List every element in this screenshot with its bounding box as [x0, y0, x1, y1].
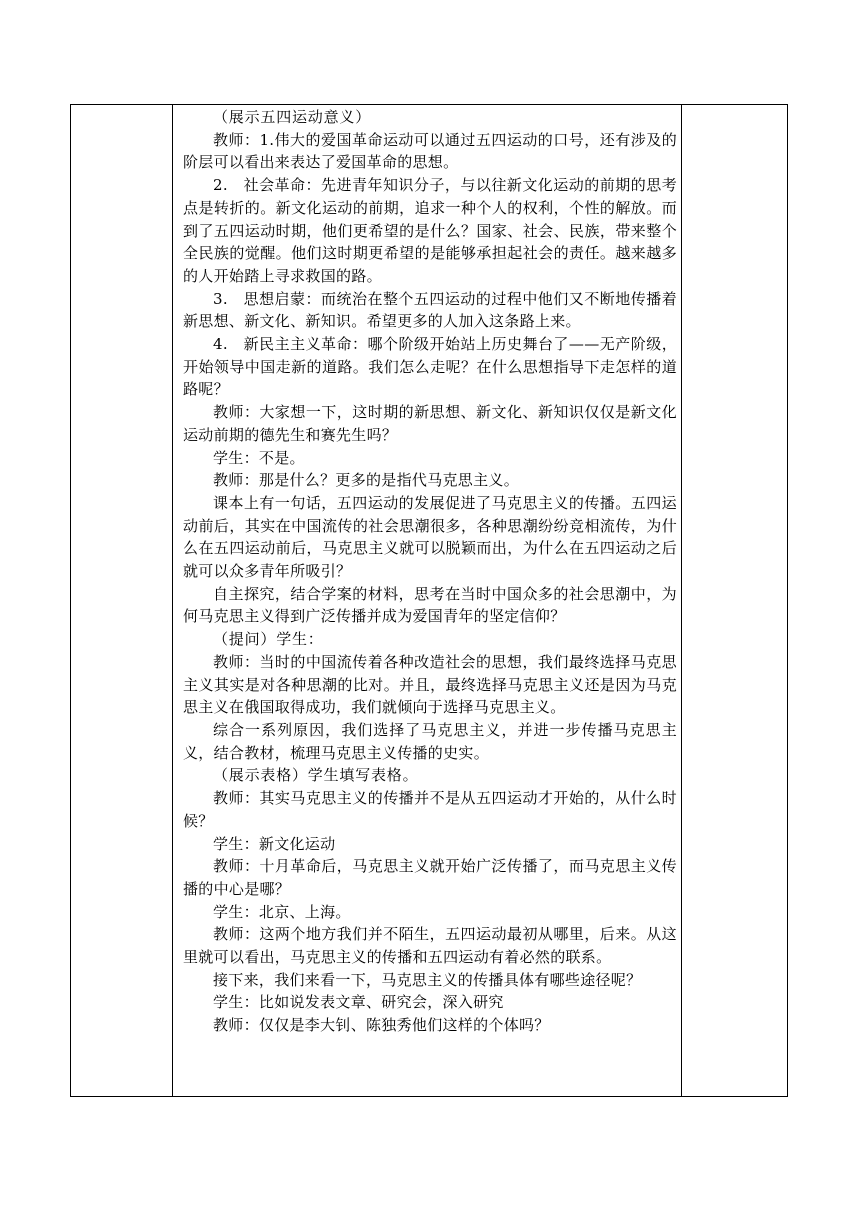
paragraph: （提问）学生：	[213, 630, 324, 649]
paragraph: 自主探究，结合学案的材料，思考在当时中国众多的社会思潮中，为何马克思主义得到广泛传播并成为爱国青年的坚定信仰？	[183, 584, 677, 626]
paragraph: 教师：1.伟大的爱国革命运动可以通过五四运动的口号，还有涉及的阶层可以看出来表达了爱国革命的思想。	[183, 130, 677, 172]
paragraph: 学生：不是。	[213, 448, 305, 467]
paragraph: 学生：北京、上海。	[213, 902, 351, 921]
paragraph: 学生：比如说发表文章、研究会，深入研究	[213, 993, 504, 1012]
paragraph: 3. 思想启蒙：而统治在整个五四运动的过程中他们又不断地传播着新思想、新文化、新知识。希望更多的人加入这条路上来。	[183, 289, 677, 331]
paragraph: 4. 新民主主义革命：哪个阶级开始站上历史舞台了——无产阶级，开始领导中国走新的道路。我们怎么走呢？在什么思想指导下走怎样的道路呢？	[183, 335, 677, 399]
paragraph: 综合一系列原因，我们选择了马克思主义，并进一步传播马克思主义，结合教材，梳理马克思主义传播的史实。	[183, 720, 677, 762]
right-cell	[682, 105, 787, 1096]
paragraph: 2. 社会革命：先进青年知识分子，与以往新文化运动的前期的思考点是转折的。新文化运动的前期，追求一种个人的权利，个性的解放。而到了五四运动时期，他们更希望的是什么？国家、社会、民族，带来整个全民族的觉醒。他们这时期更希望的是能够承担起社会的责任。越来越多的人开始踏上寻求救国的路。	[183, 176, 677, 285]
paragraph: （展示表格）学生填写表格。	[213, 766, 419, 785]
paragraph: 课本上有一句话，五四运动的发展促进了马克思主义的传播。五四运动前后，其实在中国流传的社会思潮很多，各种思潮纷纷竞相流传，为什么在五四运动前后，马克思主义就可以脱颖而出，为什么在五四运动之后就可以众多青年所吸引？	[183, 493, 677, 581]
paragraph: 教师：大家想一下，这时期的新思想、新文化、新知识仅仅是新文化运动前期的德先生和赛先生吗？	[183, 403, 677, 444]
section-heading: （展示五四运动意义）	[213, 108, 372, 126]
paragraph: 教师：这两个地方我们并不陌生，五四运动最初从哪里，后来。从这里就可以看出，马克思主义的传播和五四运动有着必然的联系。	[183, 925, 677, 967]
paragraph: 教师：那是什么？更多的是指代马克思主义。	[213, 471, 520, 490]
lesson-table	[70, 104, 788, 1097]
paragraph: 教师：仅仅是李大钊、陈独秀他们这样的个体吗？	[213, 1016, 550, 1035]
paragraph: 接下来，我们来看一下，马克思主义的传播具体有哪些途径呢？	[213, 970, 642, 989]
column-divider-left	[172, 105, 173, 1096]
paragraph: 教师：当时的中国流传着各种改造社会的思想，我们最终选择马克思主义其实是对各种思潮的比对。并且，最终选择马克思主义还是因为马克思主义在俄国取得成功，我们就倾向于选择马克思主义。	[183, 652, 677, 717]
paragraph: 教师：其实马克思主义的传播并不是从五四运动才开始的，从什么时候？	[183, 789, 677, 830]
paragraph: 学生：新文化运动	[213, 834, 336, 853]
paragraph: 教师：十月革命后，马克思主义就开始广泛传播了，而马克思主义传播的中心是哪？	[183, 857, 677, 898]
main-content-cell	[183, 105, 677, 1037]
left-cell	[71, 105, 172, 1096]
